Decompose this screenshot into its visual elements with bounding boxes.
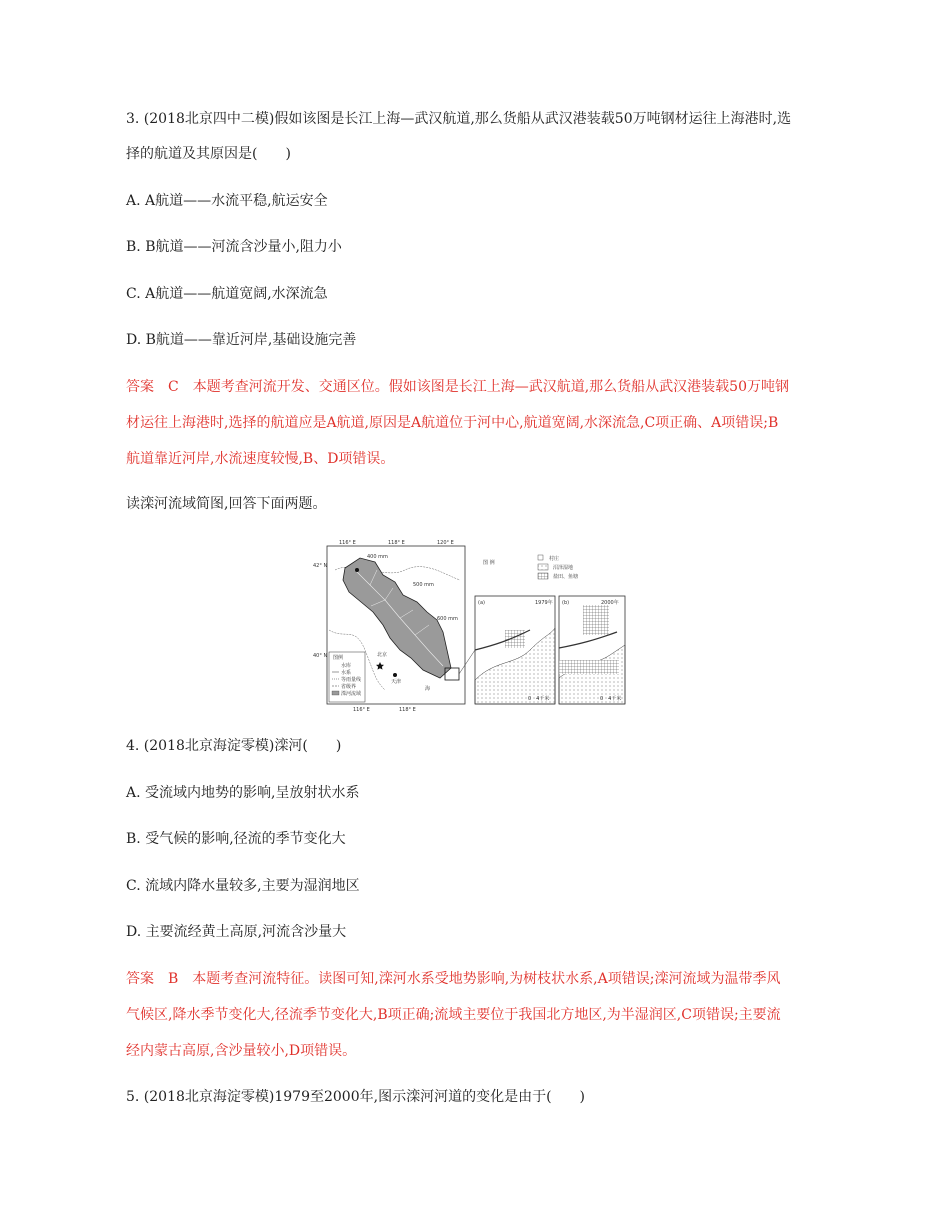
bottom-lon-label-1: 116° E [353, 707, 370, 713]
q4-answer-line1: 答案 B 本题考查河流特征。读图可知,滦河水系受地势影响,为树枝状水系,A项错误;滦河流域为温带季风 [126, 971, 781, 987]
svg-text:0 4千米: 0 4千米 [600, 696, 622, 702]
q5-stem: 5. (2018北京海淀零模)1979至2000年,图示滦河河道的变化是由于( ) [126, 1089, 585, 1105]
svg-text:水系: 水系 [341, 670, 352, 676]
q3-option-d: D. B航道——靠近河岸,基础设施完善 [126, 332, 357, 348]
svg-text:盐田、鱼塘: 盐田、鱼塘 [553, 574, 579, 580]
svg-text:沼泽湿地: 沼泽湿地 [553, 565, 574, 571]
q3-answer-line2: 材运往上海港时,选择的航道应是A航道,原因是A航道位于河中心,航道宽阔,水深流急,C项正确、A项错误;B [126, 415, 779, 431]
svg-text:水库: 水库 [341, 663, 352, 669]
inset-legend [483, 555, 578, 580]
city-tianjin: 天津 [391, 679, 402, 685]
isohyet-500: 500 mm [413, 582, 434, 588]
svg-text:省级界: 省级界 [341, 684, 357, 690]
city-beijing: 北京 [377, 652, 388, 658]
q3-stem-line1: 3. (2018北京四中二模)假如该图是长江上海—武汉航道,那么货船从武汉港装载50万吨钢材运往上海港时,选 [126, 111, 792, 127]
q3-option-b: B. B航道——河流含沙量小,阻力小 [126, 239, 342, 255]
isohyet-600: 600 mm [437, 616, 458, 622]
q4-option-b: B. 受气候的影响,径流的季节变化大 [126, 831, 346, 847]
svg-text:(b): (b) [562, 600, 570, 606]
svg-text:滦河流域: 滦河流域 [341, 691, 362, 697]
q4-answer-line2: 气候区,降水季节变化大,径流季节变化大,B项正确;流域主要位于我国北方地区,为半湿润区,C项错误;主要流 [126, 1007, 781, 1023]
luanhe-basin-figure [313, 540, 625, 713]
svg-text:图例: 图例 [333, 655, 344, 661]
lat-label-1: 42° N [313, 563, 328, 569]
svg-text:村庄: 村庄 [549, 556, 560, 562]
svg-text:图 例: 图 例 [483, 560, 495, 566]
figure-intro: 读滦河流域简图,回答下面两题。 [126, 496, 327, 512]
q4-answer-line3: 经内蒙古高原,含沙量较小,D项错误。 [126, 1043, 357, 1059]
q3-stem-line2: 择的航道及其原因是( ) [126, 146, 291, 162]
inset-panel-1979 [475, 596, 555, 704]
q3-option-c: C. A航道——航道宽阔,水深流急 [126, 286, 328, 302]
lon-label-2: 118° E [388, 540, 405, 546]
svg-text:0 4千米: 0 4千米 [528, 696, 550, 702]
q4-option-c: C. 流域内降水量较多,主要为湿润地区 [126, 878, 360, 894]
sea-label: 海 [425, 686, 431, 692]
isohyet-400: 400 mm [367, 554, 388, 560]
lon-label-1: 116° E [339, 540, 356, 546]
main-map [313, 540, 475, 713]
svg-text:2000年: 2000年 [601, 600, 619, 606]
q4-option-d: D. 主要流经黄土高原,河流含沙量大 [126, 924, 347, 940]
svg-text:(a): (a) [478, 600, 485, 606]
svg-text:等雨量线: 等雨量线 [341, 677, 362, 683]
q3-answer-line3: 航道靠近河岸,水流速度较慢,B、D项错误。 [126, 451, 395, 467]
inset-panel-2000 [559, 596, 625, 704]
bottom-lon-label-2: 118° E [399, 707, 416, 713]
map-legend [329, 652, 365, 702]
q4-option-a: A. 受流域内地势的影响,呈放射状水系 [126, 785, 360, 801]
svg-text:1979年: 1979年 [535, 600, 553, 606]
q3-option-a: A. A航道——水流平稳,航运安全 [126, 193, 328, 209]
q3-answer-line1: 答案 C 本题考查河流开发、交通区位。假如该图是长江上海—武汉航道,那么货船从武汉港装载50万吨钢 [126, 379, 789, 395]
lon-label-3: 120° E [437, 540, 454, 546]
q4-stem: 4. (2018北京海淀零模)滦河( ) [126, 738, 342, 754]
lat-label-2: 40° N [313, 653, 328, 659]
